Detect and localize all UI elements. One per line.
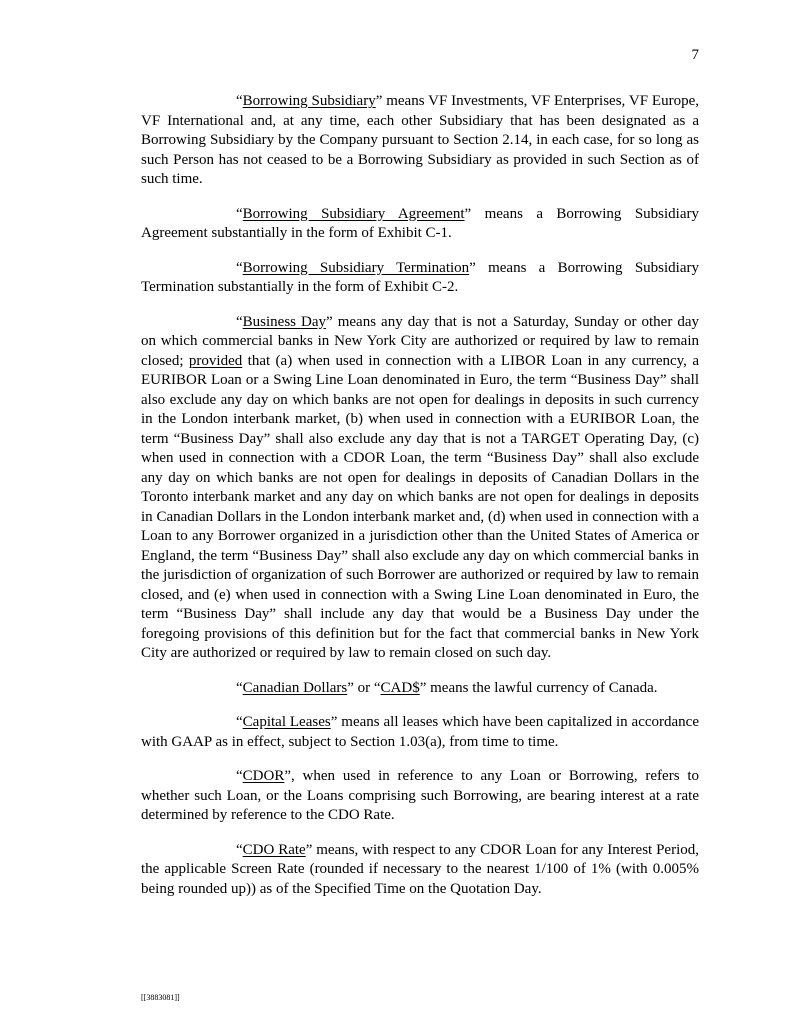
defined-term: Borrowing Subsidiary Agreement <box>242 205 465 222</box>
defined-term: Borrowing Subsidiary Termination <box>242 259 470 276</box>
definition-text: ” means a Borrowing Subsidiary Agreement substantially in the form of Exhibit C-1. <box>141 205 699 241</box>
definition-text: ” means any day that is not a Saturday, Sunday or other day on which commercial banks in New York City are authorized or required by law to remain closed; <box>141 313 699 369</box>
defined-term: CDO Rate <box>242 841 306 858</box>
term-connector: ” or “ <box>347 679 381 696</box>
definition-borrowing-subsidiary <box>141 92 699 190</box>
document-id-footer: [[3883081]] <box>141 993 180 1002</box>
definition-text: ” means a Borrowing Subsidiary Termination substantially in the form of Exhibit C-2. <box>141 259 699 295</box>
definition-business-day <box>141 313 699 664</box>
defined-term: Capital Leases <box>242 714 331 730</box>
definition-borrowing-subsidiary-termination <box>141 259 699 298</box>
definition-text: ” means all leases which have been capitalized in accordance with GAAP as in effect, subject to Section 1.03(a), from time to time. <box>141 714 699 750</box>
defined-term: Canadian Dollars <box>242 679 348 696</box>
definition-borrowing-subsidiary-agreement <box>141 205 699 244</box>
open-quote: “ <box>236 93 243 109</box>
definition-capital-leases <box>141 713 699 752</box>
defined-term: CDOR <box>242 768 285 784</box>
open-quote: “ <box>236 313 243 330</box>
defined-term-alternate: CAD$ <box>380 679 420 696</box>
definition-cdor <box>141 767 699 826</box>
definition-text: ” means VF Investments, VF Enterprises, VF Europe, VF International and, at any time, each other Subsidiary that has been designated as a Borrowing Subsidiary by the Company pursuant to Section 2.14, in each case, for so long as such Person has not ceased to be a Borrowing Subsidiary as provided in such Section as of such time. <box>141 93 699 187</box>
definition-text: ”, when used in reference to any Loan or Borrowing, refers to whether such Loan, or the Loans comprising such Borrowing, are bearing interest at a rate determined by reference to the CDO Rate. <box>141 768 699 823</box>
open-quote: “ <box>236 768 243 784</box>
document-body <box>141 92 699 914</box>
open-quote: “ <box>236 205 243 222</box>
definition-canadian-dollars <box>141 679 699 699</box>
page-number: 7 <box>691 47 699 63</box>
defined-term: Business Day <box>242 313 327 330</box>
definition-text: ” means, with respect to any CDOR Loan for any Interest Period, the applicable Screen Rate (rounded if necessary to the nearest 1/100 of 1% (with 0.005% being rounded up)) as of the Specified Time on the Quotation Day. <box>141 841 699 897</box>
proviso-term: provided <box>188 352 243 369</box>
definition-text-continued: that (a) when used in connection with a LIBOR Loan in any currency, a EURIBOR Loan or a Swing Line Loan denominated in Euro, the term “Business Day” shall also exclude any day on which banks are not open for dealings in deposits in such currency in the London interbank market, (b) when used in connection with a EURIBOR Loan, the term “Business Day” shall also exclude any day that is not a TARGET Operating Day, (c) when used in connection with a CDOR Loan, the term “Business Day” shall also exclude any day on which banks are not open for dealings in deposits of Canadian Dollars in the Toronto interbank market and any day on which banks are not open for dealings in deposits in Canadian Dollars in the London interbank market and, (d) when used in connection with a Loan to any Borrower organized in a jurisdiction other than the United States of America or England, the term “Business Day” shall also exclude any day on which commercial banks in the jurisdiction of organization of such Borrower are authorized or required by law to remain closed, and (e) when used in connection with a Swing Line Loan denominated in Euro, the term “Business Day” shall include any day that would be a Business Day under the foregoing provisions of this definition but for the fact that commercial banks in New York City are authorized or required by law to remain closed on such day. <box>141 352 699 661</box>
defined-term: Borrowing Subsidiary <box>242 93 376 109</box>
open-quote: “ <box>236 841 243 858</box>
open-quote: “ <box>236 714 243 730</box>
definition-cdo-rate <box>141 841 699 900</box>
open-quote: “ <box>236 259 243 276</box>
definition-text: ” means the lawful currency of Canada. <box>419 679 658 696</box>
open-quote: “ <box>236 679 243 696</box>
